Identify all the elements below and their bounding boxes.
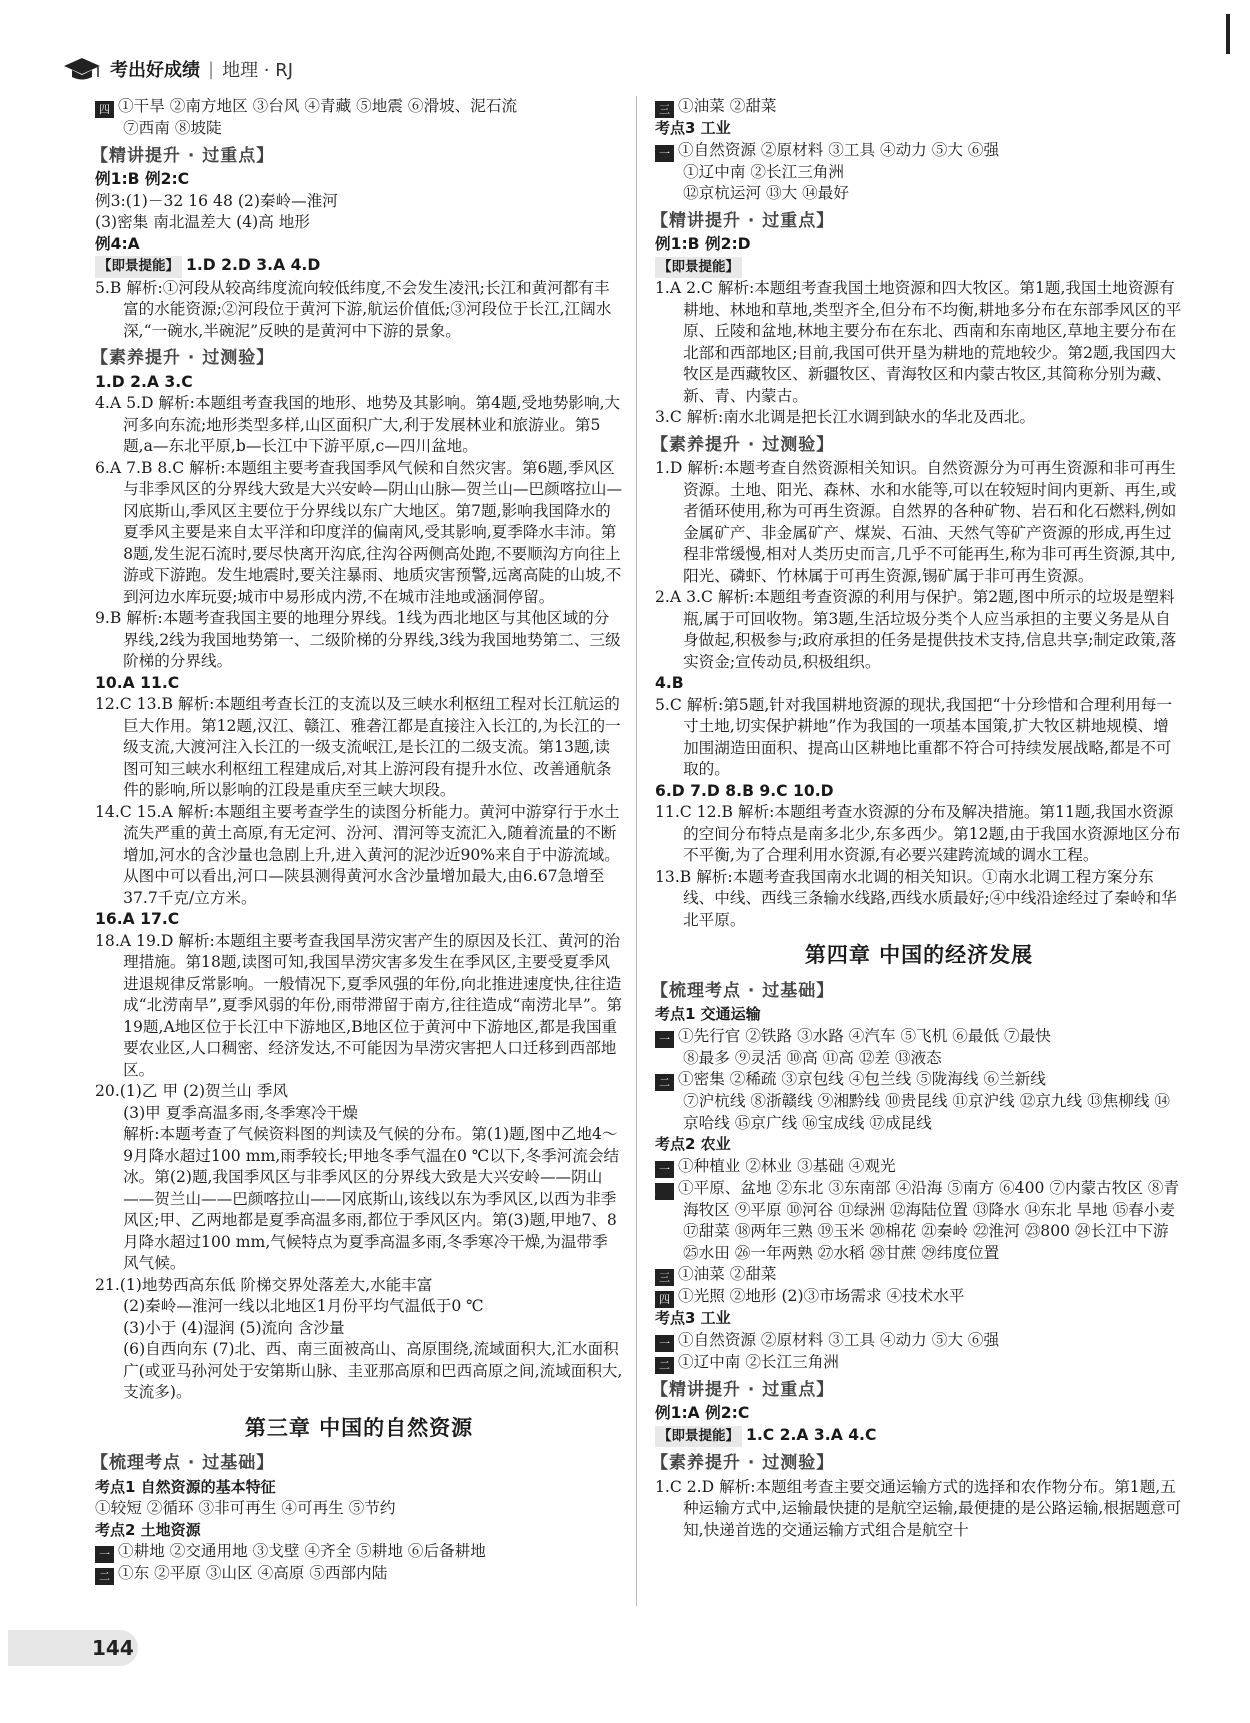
answer-item: 21.(1)地势西高东低 阶梯交界处落差大,水能丰富 [95,1275,433,1294]
answer-item: 2.A 3.C 解析:本题组考查资源的利用与保护。第2题,图中所示的垃圾是塑料瓶,属于可回收物。第3题,生活垃圾分类个人应当承担的主要义务是从自身做起,积极参与;政府承担的任务是提供技术支持,信息共享;制定政策,落实资金;宣传动员,积极组织。 [655,588,1177,671]
chapter-title: 第三章 中国的自然资源 [244,1415,474,1440]
answer-item: (6)自西向东 (7)北、西、南三面被高山、高原围绕,流域面积大,汇水面积广(或亚马孙河处于安第斯山脉、圭亚那高原和巴西高原之间,流域面积大,支流多)。 [123,1340,623,1401]
answer-item: 10.A 11.C [95,673,180,692]
kaodian-line: 二 ①密集 ②稀疏 ③京包线 ④包兰线 ⑤陇海线 ⑥兰新线 [655,1069,1183,1091]
kaodian-line: 三 ①油菜 ②甜菜 [655,1264,1183,1286]
answer-item: 1.C 2.D 解析:本题组考查主要交通运输方式的选择和农作物分布。第1题,五种运输方式中,运输最快捷的是航空运输,最便捷的是公路运输,根据题意可知,快递首选的交通运输方式组合是航空十 [655,1477,1182,1539]
header-separator: | [208,58,215,80]
kaodian-line: ①辽中南 ②长江三角洲 [683,162,844,181]
answer-item: 18.A 19.D 解析:本题组主要考查我国旱涝灾害产生的原因及长江、黄河的治理措施。第18题,读图可知,我国旱涝灾害多发生在季风区,主要受夏季风进退规律反常影响。一般情况下,夏季风强的年份,向北推进速度快,往往造成“北涝南旱”,夏季风弱的年份,雨带滞留于南方,往往造成“南涝北旱”。第19题,A地区位于长江中下游地区,B地区位于黄河中下游地区,都是我国重要农业区,人口稠密、经济发达,不可能因为旱涝灾害把人口迁移到西部地区。 [95,931,623,1079]
answer-item: 5.C 解析:第5题,针对我国耕地资源的现状,我国把“十分珍惜和合理利用每一寸土地,切实保护耕地”作为我国的一项基本国策,扩大牧区耕地规模、增加围湖造田面积、提高山区耕地比重都不符合可持续发展战略,都是不可取的。 [655,695,1173,778]
kaodian-line: 二 ①辽中南 ②长江三角洲 [655,1352,1183,1374]
section-number: 四 [655,1291,674,1308]
jijing-answers: 【即景提能】 1.D 2.D 3.A 4.D [95,255,623,278]
section-heading: 【梳理考点 · 过基础】 [651,980,835,1001]
kaodian-line: ⑫京杭运河 ⑬大 ⑭最好 [683,184,849,202]
left-column [91,96,623,1585]
answer-item: 1.D 2.A 3.C [95,372,193,391]
answer-explanation: 解析:本题考查了气候资料图的判读及气候的分布。第(1)题,图中乙地4～9月降水超过100 mm,雨季较长;甲地冬季气温在0 ℃以下,冬季河流会结冰。第(2)题,我国季风区与非季风区的分界线大致是大兴安岭——阴山——贺兰山——巴颜喀拉山——冈底斯山,该线以东为季风区,以西为非季风区;甲、乙两地都是夏季高温多雨,都位于季风区内。第(3)题,甲地7、8月降水超过100 mm,气候特点为夏季高温多雨,冬季寒冷干燥,为温带季风气候。 [123,1125,620,1272]
section-heading: 【素养提升 · 过测验】 [651,1453,835,1473]
section-number: 一 [655,1031,674,1048]
kaodian-title: 考点2 农业 [655,1135,731,1153]
kaodian-title: 考点3 工业 [655,1309,731,1327]
kaodian-line: 一 ①种植业 ②林业 ③基础 ④观光 [655,1156,1183,1178]
answer-item: (3)小于 (4)湿润 (5)流向 含沙量 [123,1318,345,1337]
section-number: 四 [95,101,114,118]
s4-line-1: 四 ①干旱 ②南方地区 ③台风 ④青藏 ⑤地震 ⑥滑坡、泥石流 [95,96,623,118]
kaodian-line: 一 ①自然资源 ②原材料 ③工具 ④动力 ⑤大 ⑥强 [655,1330,1183,1352]
kaodian-line: 一 ①自然资源 ②原材料 ③工具 ④动力 ⑤大 ⑥强 [655,140,1183,162]
answer-item: 13.B 解析:本题考查我国南水北调的相关知识。①南水北调工程方案分东线、中线、西线三条输水线路,西线水质最好;④中线沿途经过了秦岭和华北平原。 [655,867,1177,929]
answer-item: 3.C 解析:南水北调是把长江水调到缺水的华北及西北。 [655,408,1036,426]
subject-label: 地理 · RJ [222,60,294,81]
kaodian-line: 一 ①耕地 ②交通用地 ③戈壁 ④齐全 ⑤耕地 ⑥后备耕地 [95,1541,623,1563]
s4-line-2: ⑦西南 ⑧坡陡 [123,119,222,137]
answer-item: 5.B 解析:①河段从较高纬度流向较低纬度,不会发生凌汛;长江和黄河都有丰富的水能资源;②河段位于黄河下游,航运价值低;③河段位于长江,江阔水深,“一碗水,半碗泥”反映的是黄河中下游的景象。 [95,278,612,340]
section-number: 一 [655,1335,674,1352]
right-column [644,96,1183,1541]
section-number: 三 [655,101,674,118]
section-number: 一 [655,1161,674,1178]
corner-mark [1226,14,1230,54]
jijing-tag: 【即景提能】 [655,1426,742,1448]
answer-item: 20.(1)乙 甲 (2)贺兰山 季风 [95,1082,289,1100]
page-number: 144 [92,1636,134,1660]
answer-item: (3)甲 夏季高温多雨,冬季寒冷干燥 [123,1103,358,1122]
column-divider [636,96,637,1606]
answer-item: 4.B [655,674,684,692]
graduation-cap-icon [62,55,102,83]
section-heading: 【素养提升 · 过测验】 [91,348,275,368]
kaodian-line: ①较短 ②循环 ③非可再生 ④可再生 ⑤节约 [95,1499,396,1517]
kaodian-line: ⑦沪杭线 ⑧浙赣线 ⑨湘黔线 ⑩贵昆线 ⑪京沪线 ⑫京九线 ⑬焦柳线 ⑭京哈线 ⑮京广线 ⑯宝成线 ⑰成昆线 [683,1092,1170,1132]
section-heading: 【精讲提升 · 过重点】 [651,210,835,231]
section-number: 二 [655,1357,674,1374]
kaodian-title: 考点3 工业 [655,119,731,137]
section-number: 三 [655,1269,674,1286]
answer-item: 1.D 解析:本题考查自然资源相关知识。自然资源分为可再生资源和非可再生资源。土地、阳光、森林、水和水能等,可以在较短时间内更新、再生,或者循环使用,称为可再生资源。自然界的各种矿物、岩石和化石燃料,例如金属矿产、非金属矿产、煤炭、石油、天然气等矿产资源的形成,再生过程非常缓慢,相对人类历史而言,几乎不可能再生,称为非可再生资源,其中,阳光、磷虾、竹林属于可再生资源,锡矿属于非可再生资源。 [655,459,1177,585]
kaodian-title: 考点1 自然资源的基本特征 [95,1477,276,1496]
section-number: 二 [655,1183,674,1200]
example-answers: 例1:B 例2:D [655,235,751,253]
brand-name: 考出好成绩 [110,60,200,81]
example-answers: 例3:(1)－32 16 48 (2)秦岭—淮河 [95,191,338,210]
answer-item: 1.A 2.C 解析:本题组考查我国土地资源和四大牧区。第1题,我国土地资源有耕地、林地和草地,类型齐全,但分布不均衡,耕地多分布在东部季风区的平原、丘陵和盆地,林地主要分布在东北、西南和东南地区,草地主要分布在北部和西部地区;目前,我国可供开垦为耕地的荒地较少。第2题,我国四大牧区是西藏牧区、新疆牧区、青海牧区和内蒙古牧区,其简称分别为藏、新、青、内蒙古。 [655,279,1182,405]
section-heading: 【梳理考点 · 过基础】 [91,1453,275,1473]
example-answers: 例4:A [95,234,140,253]
kaodian-line: 四 ①光照 ②地形 (2)③市场需求 ④技术水平 [655,1286,1183,1308]
kaodian-line: ⑧最多 ⑨灵活 ⑩高 ⑪高 ⑫差 ⑬液态 [683,1048,942,1067]
jijing-tag: 【即景提能】 [95,256,182,278]
chapter-title: 第四章 中国的经济发展 [804,943,1034,967]
section-number: 一 [95,1546,114,1563]
example-answers: 例1:A 例2:C [655,1404,750,1422]
answer-item: 4.A 5.D 解析:本题组考查我国的地形、地势及其影响。第4题,受地势影响,大河多向东流;地形类型多样,山区面积广大,利于发展林业和旅游业。第5题,a—东北平原,b—长江中下游平原,c—四川盆地。 [95,394,621,455]
answer-item: (2)秦岭—淮河一线以北地区1月份平均气温低于0 ℃ [123,1297,484,1315]
section-number: 二 [655,1074,674,1091]
answer-item: 11.C 12.B 解析:本题组考查水资源的分布及解决措施。第11题,我国水资源的空间分布特点是南多北少,东多西少。第12题,由于我国水资源地区分布不平衡,为了合理利用水资源,有必要兴建跨流域的调水工程。 [655,803,1181,864]
kaodian-title: 考点1 交通运输 [655,1005,761,1023]
section-heading: 【精讲提升 · 过重点】 [651,1379,835,1400]
kaodian-line: 三 ①油菜 ②甜菜 [655,96,1183,118]
answer-item: 6.D 7.D 8.B 9.C 10.D [655,781,834,800]
kaodian-line: 二 ①东 ②平原 ③山区 ④高原 ⑤西部内陆 [95,1563,623,1585]
kaodian-line: 二 ①平原、盆地 ②东北 ③东南部 ④沿海 ⑤南方 ⑥400 ⑦内蒙古牧区 ⑧青海牧区 ⑨平原 ⑩河谷 ⑪绿洲 ⑫海陆位置 ⑬降水 ⑭东北 旱地 ⑮春小麦 ⑰甜菜 ⑱两年三熟 ⑲玉米 ⑳棉花 ㉑秦岭 ㉒淮河 ㉓800 ㉔长江中下游 ㉕水田 ㉖一年两熟 ㉗水稻 ㉘甘蔗 ㉙纬度位置 [644,1178,1180,1262]
answer-item: 14.C 15.A 解析:本题组主要考查学生的读图分析能力。黄河中游穿行于水土流失严重的黄土高原,有无定河、汾河、渭河等支流汇入,随着流量的不断增加,河水的含沙量也急剧上升,进入黄河的泥沙近90%来自于中游流域。从图中可以看出,河口—陕县测得黄河水含沙量增加最大,由6.67急增至37.7千克/立方米。 [95,802,620,907]
answer-item: 16.A 17.C [95,910,180,928]
kaodian-line: 一 ①先行官 ②铁路 ③水路 ④汽车 ⑤飞机 ⑥最低 ⑦最快 [655,1026,1183,1048]
jijing-answers: 【即景提能】 1.C 2.A 3.A 4.C [655,1425,1183,1448]
section-heading: 【素养提升 · 过测验】 [651,434,835,455]
example-answers: 例1:B 例2:C [95,170,190,188]
jijing-tag-line [655,256,1183,279]
header [62,52,293,86]
section-number: 一 [655,145,674,162]
example-answers: (3)密集 南北温差大 (4)高 地形 [95,213,310,231]
jijing-tag: 【即景提能】 [655,257,742,279]
section-heading: 【精讲提升 · 过重点】 [91,145,275,166]
kaodian-title: 考点2 土地资源 [95,1520,201,1539]
section-number: 二 [95,1568,114,1585]
answer-item: 9.B 解析:本题考查我国主要的地理分界线。1线为西北地区与其他区域的分界线,2线为我国地势第一、二级阶梯的分界线,3线为我国地势第二、三级阶梯的分界线。 [95,609,621,670]
answer-item: 12.C 13.B 解析:本题组考查长江的支流以及三峡水利枢纽工程对长江航运的巨大作用。第12题,汉江、赣江、雅砻江都是直接注入长江的,为长江的一级支流,大渡河注入长江的一级支流岷江,是长江的二级支流。第13题,读图可知三峡水利枢纽工程建成后,对其上游河段有提升水位、改善通航条件的影响,所以影响的江段是重庆至三峡大坝段。 [95,695,621,799]
answer-item: 6.A 7.B 8.C 解析:本题组主要考查我国季风气候和自然灾害。第6题,季风区与非季风区的分界线大致是大兴安岭—阴山山脉—贺兰山—巴颜喀拉山—冈底斯山,季风区主要位于分界线以东广大地区。第7题,影响我国降水的夏季风主要是来自太平洋和印度洋的偏南风,受其影响,夏季降水丰沛。第8题,发生泥石流时,要尽快离开沟底,往沟谷两侧高处跑,不要顺沟方向往上游或下游跑。发生地震时,要关注暴雨、地质灾害预警,远离高陡的山坡,不到河边水库玩耍;城市中易形成内涝,不在城市洼地或涵洞停留。 [95,458,623,606]
